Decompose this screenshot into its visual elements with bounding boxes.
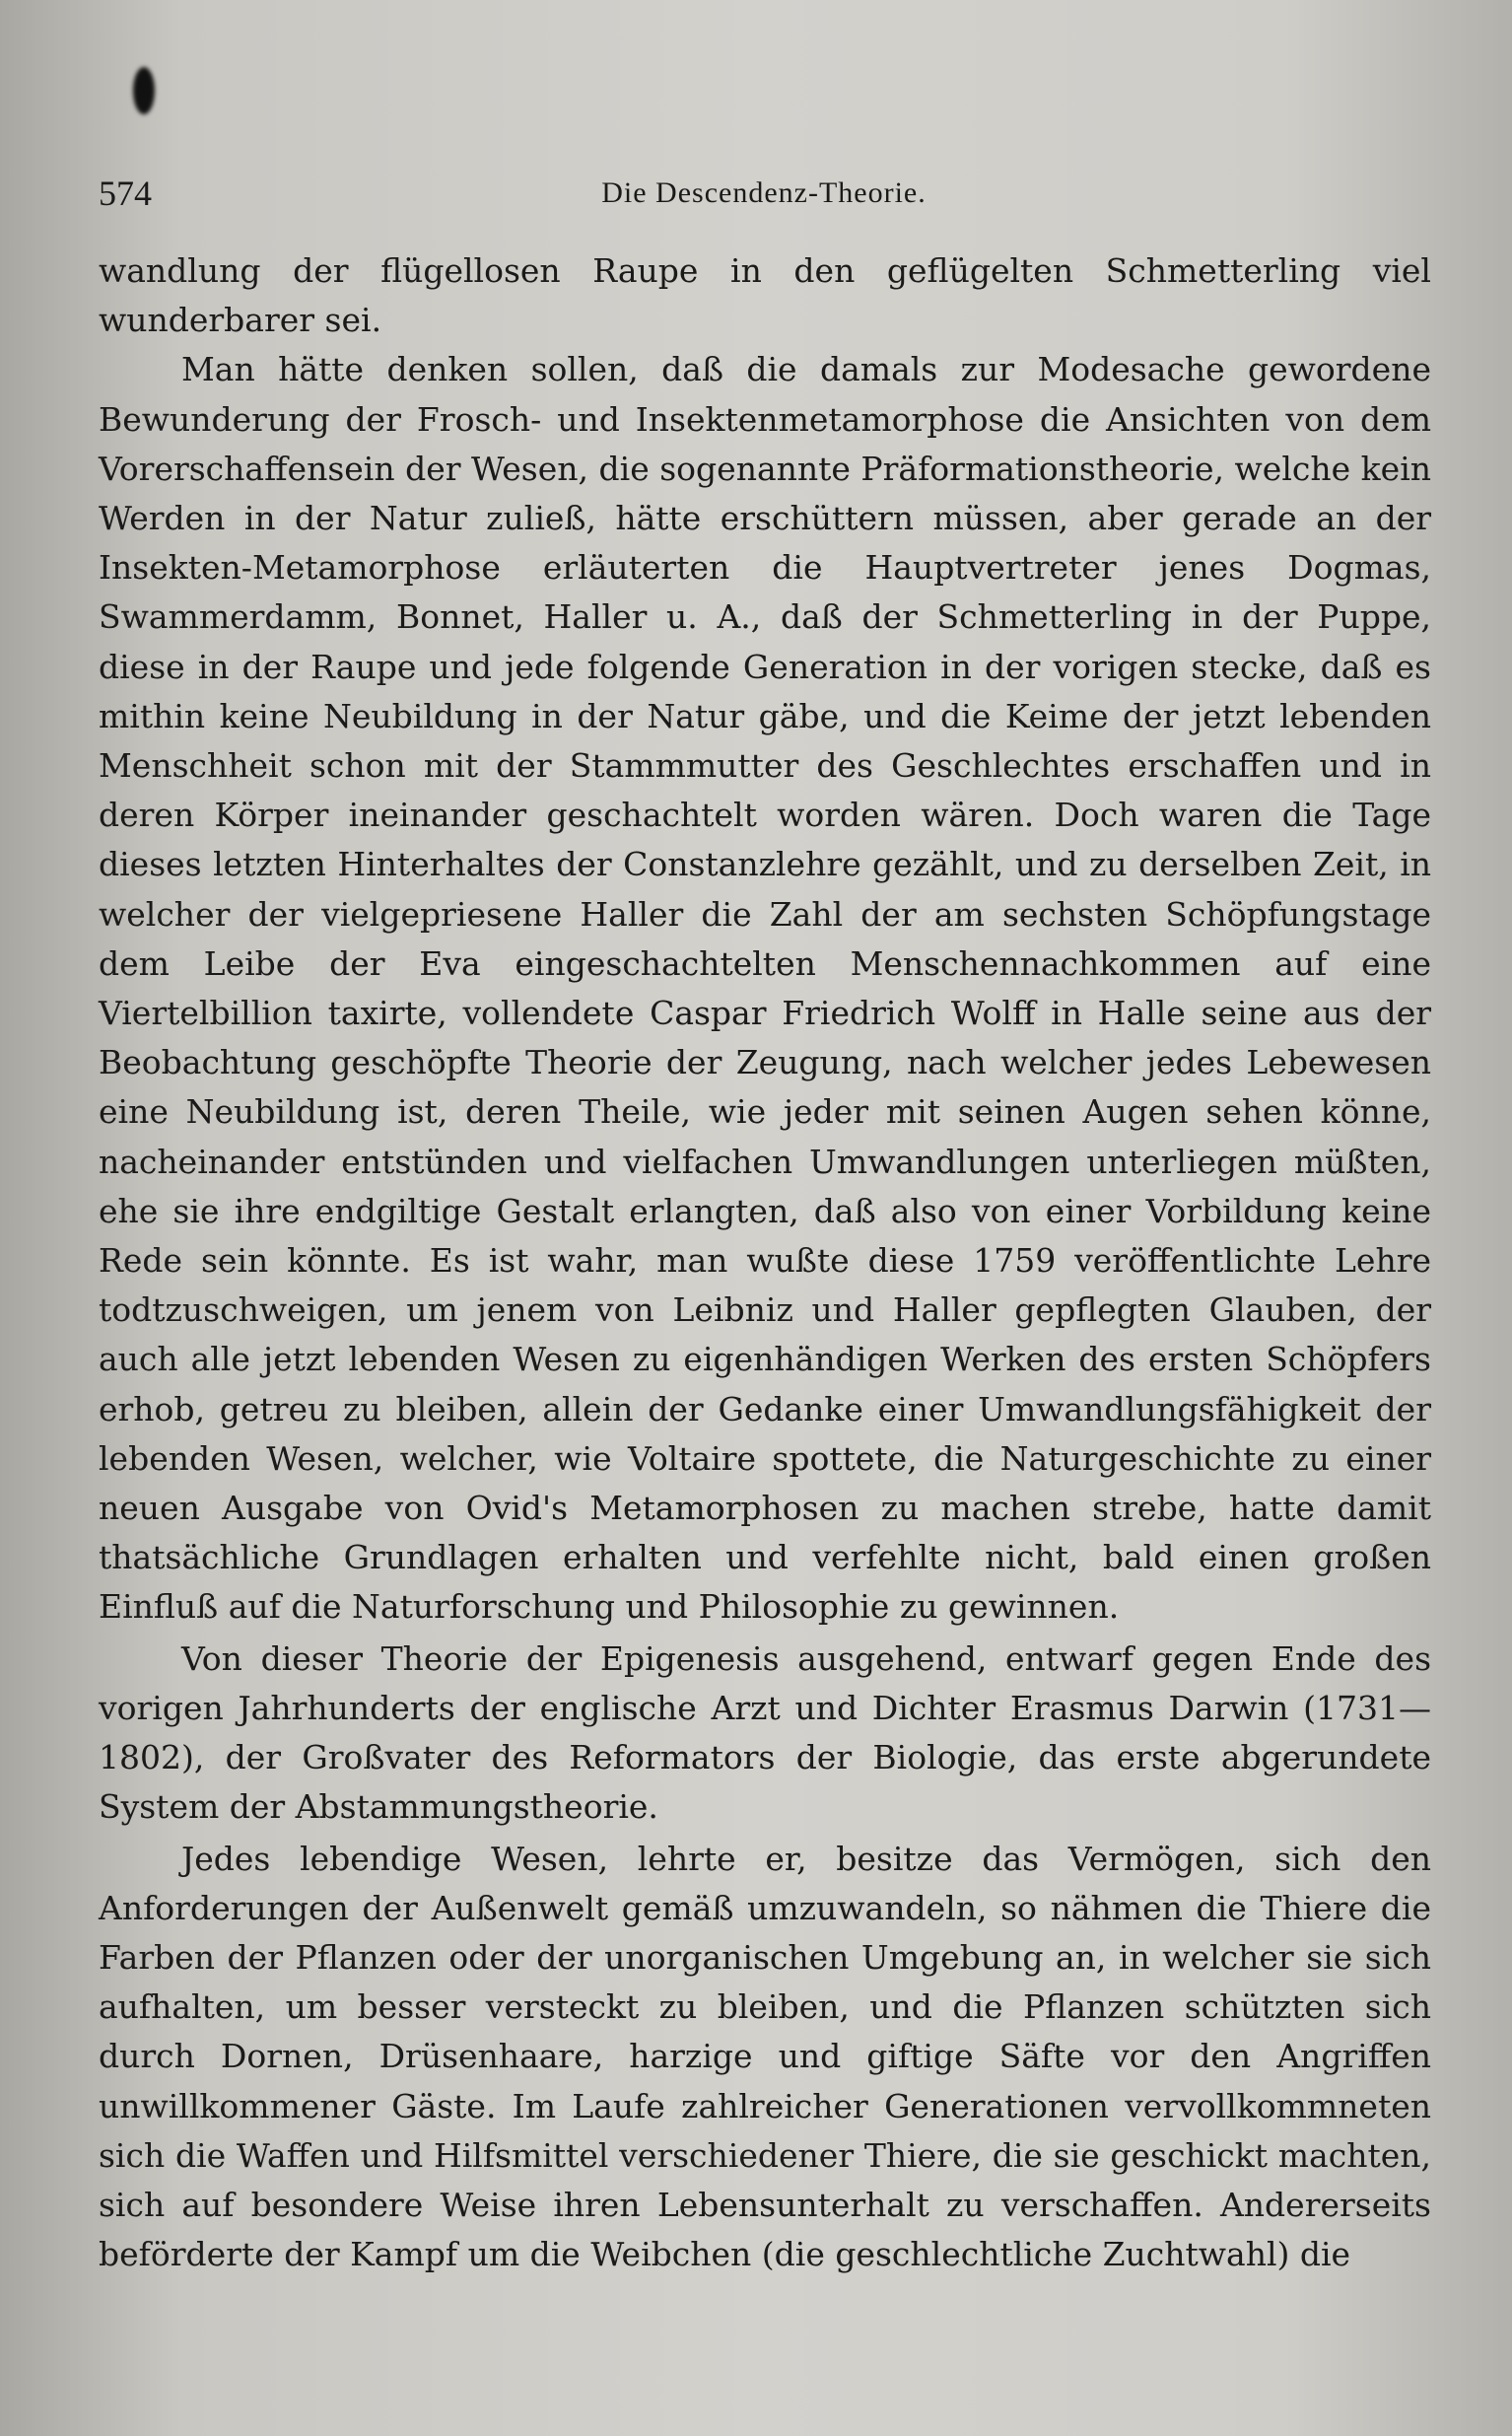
paragraph-epigenesis: Von dieser Theorie der Epigenesis ausgehend, entwarf gegen Ende des vorigen Jahrhunderts der englische Arzt und Dichter Erasmus Darwin (1731—1802), der Großvater des Reformators der Biologie, das erste abgerundete System der Abstammungstheorie. (99, 1638, 1431, 1827)
body-text (99, 246, 1431, 2279)
paragraph-preformation: Man hätte denken sollen, daß die damals zur Modesache gewordene Bewunderung der Frosch- und Insektenmetamorphose die Ansichten von dem Vorerschaffensein der Wesen, die sogenannte Präformationstheorie, welche kein Werden in der Natur zuließ, hätte erschüttern müssen, aber gerade an der Insekten-Metamorphose erläuterten die Hauptvertreter jenes Dogmas, Swammerdamm, Bonnet, Haller u. A., daß der Schmetterling in der Puppe, diese in der Raupe und jede folgende Generation in der vorigen stecke, daß es mithin keine Neubildung in der Natur gäbe, und die Keime der jetzt lebenden Menschheit schon mit der Stammmutter des Geschlechtes erschaffen und in deren Körper ineinander geschachtelt worden wären. Doch waren die Tage dieses letzten Hinterhaltes der Constanzlehre gezählt, und zu derselben Zeit, in welcher der vielgepriesene Haller die Zahl der am sechsten Schöpfungstage dem Leibe der Eva eingeschachtelten Menschennachkommen auf eine Viertelbillion taxirte, vollendete Caspar Friedrich Wolff in Halle seine aus der Beobachtung geschöpfte Theorie der Zeugung, nach welcher jedes Lebewesen eine Neubildung ist, deren Theile, wie jeder mit seinen Augen sehen könne, nacheinander entstünden und vielfachen Umwandlungen unterliegen müßten, ehe sie ihre endgiltige Gestalt erlangten, daß also von einer Vorbildung keine Rede sein könnte. Es ist wahr, man wußte diese 1759 veröffentlichte Lehre todtzuschweigen, um jenem von Leibniz und Haller gepflegten Glauben, der auch alle jetzt lebenden Wesen zu eigenhändigen Werken des ersten Schöpfers erhob, getreu zu bleiben, allein der Gedanke einer Umwandlungsfähigkeit der lebenden Wesen, welcher, wie Voltaire spottete, die Naturgeschichte zu einer neuen Ausgabe von Ovid's Metamorphosen zu machen strebe, hatte damit thatsächliche Grundlagen erhalten und verfehlte nicht, bald einen großen Einfluß auf die Naturforschung und Philosophie zu gewinnen. (99, 350, 1431, 1627)
paragraph-continuation: wandlung der flügellosen Raupe in den geflügelten Schmetterling viel wunderbarer sei. (99, 251, 1431, 340)
page-header (99, 173, 1429, 232)
paragraph-adaptation: Jedes lebendige Wesen, lehrte er, besitze das Vermögen, sich den Anforderungen der Außenwelt gemäß umzuwandeln, so nähmen die Thiere die Farben der Pflanzen oder der unorganischen Umgebung an, in welcher sie sich aufhalten, um besser versteckt zu bleiben, und die Pflanzen schützten sich durch Dornen, Drüsenhaare, harzige und giftige Säfte vor den Angriffen unwillkommener Gäste. Im Laufe zahlreicher Generationen vervollkommneten sich die Waffen und Hilfsmittel verschiedener Thiere, die sie geschickt machten, sich auf besondere Weise ihren Lebensunterhalt zu verschaffen. Andererseits beförderte der Kampf um die Weibchen (die geschlechtliche Zuchtwahl) die (99, 1839, 1431, 2274)
running-head: Die Descendenz-Theorie. (601, 176, 927, 209)
page-number: 574 (99, 174, 152, 213)
ink-blot-mark (133, 67, 155, 114)
